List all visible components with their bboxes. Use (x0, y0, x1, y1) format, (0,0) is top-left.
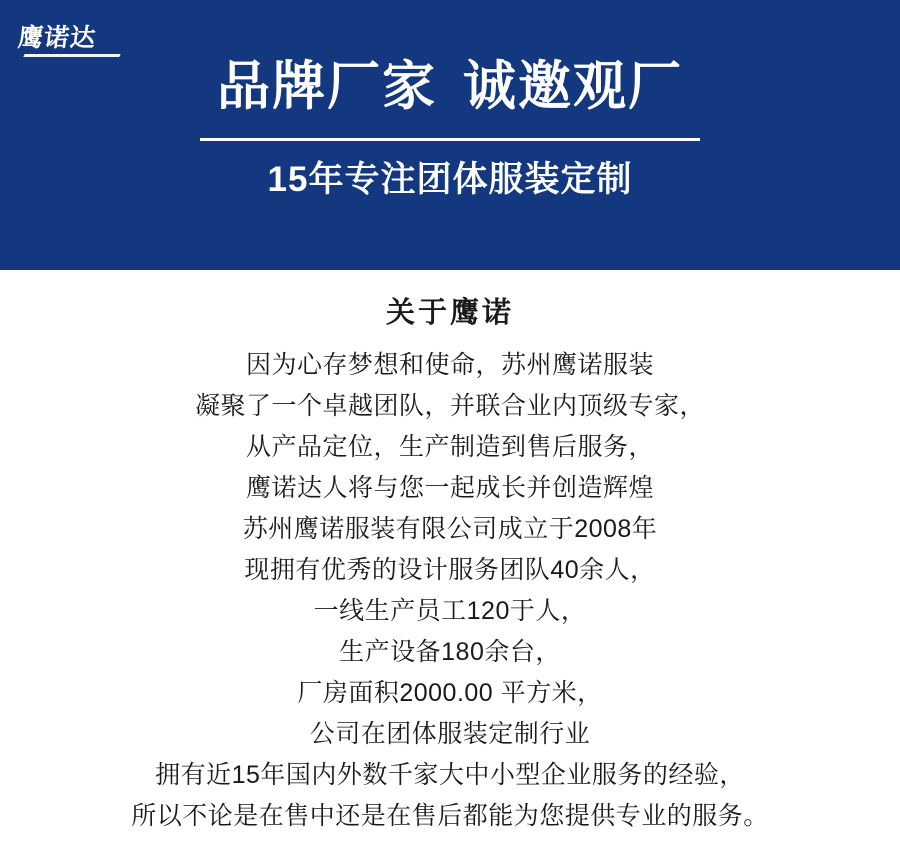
about-body (0, 345, 900, 837)
banner-divider (200, 138, 700, 141)
banner-title (217, 58, 683, 116)
about-line: 因为心存梦想和使命，苏州鹰诺服装 (245, 350, 654, 379)
banner (0, 0, 900, 270)
about-line: 凝聚了一个卓越团队，并联合业内顶级专家， (194, 391, 705, 420)
about-line: 现拥有优秀的设计服务团队40余人， (244, 555, 656, 584)
about-section (0, 270, 900, 837)
about-line: 鹰诺达人将与您一起成长并创造辉煌 (245, 473, 654, 502)
banner-content (0, 0, 900, 270)
about-line: 所以不论是在售中还是在售后都能为您提供专业的服务。 (131, 801, 769, 830)
about-line: 厂房面积2000.00 平方米， (297, 678, 603, 707)
about-line: 公司在团体服装定制行业 (309, 719, 591, 748)
about-line: 苏州鹰诺服装有限公司成立于2008年 (242, 514, 658, 543)
brand-logo-text: 鹰诺达 (16, 24, 98, 52)
banner-subtitle: 15年专注团体服装定制 (267, 160, 633, 200)
about-line: 一线生产员工120于人， (313, 596, 587, 625)
about-line: 拥有近15年国内外数千家大中小型企业服务的经验， (155, 760, 745, 789)
banner-title-part2: 诚邀观厂 (463, 57, 683, 116)
about-line: 从产品定位，生产制造到售后服务， (245, 432, 654, 461)
about-line: 生产设备180余台， (339, 637, 561, 666)
about-heading: 关于鹰诺 (385, 297, 514, 329)
banner-title-part1: 品牌厂家 (217, 57, 437, 116)
